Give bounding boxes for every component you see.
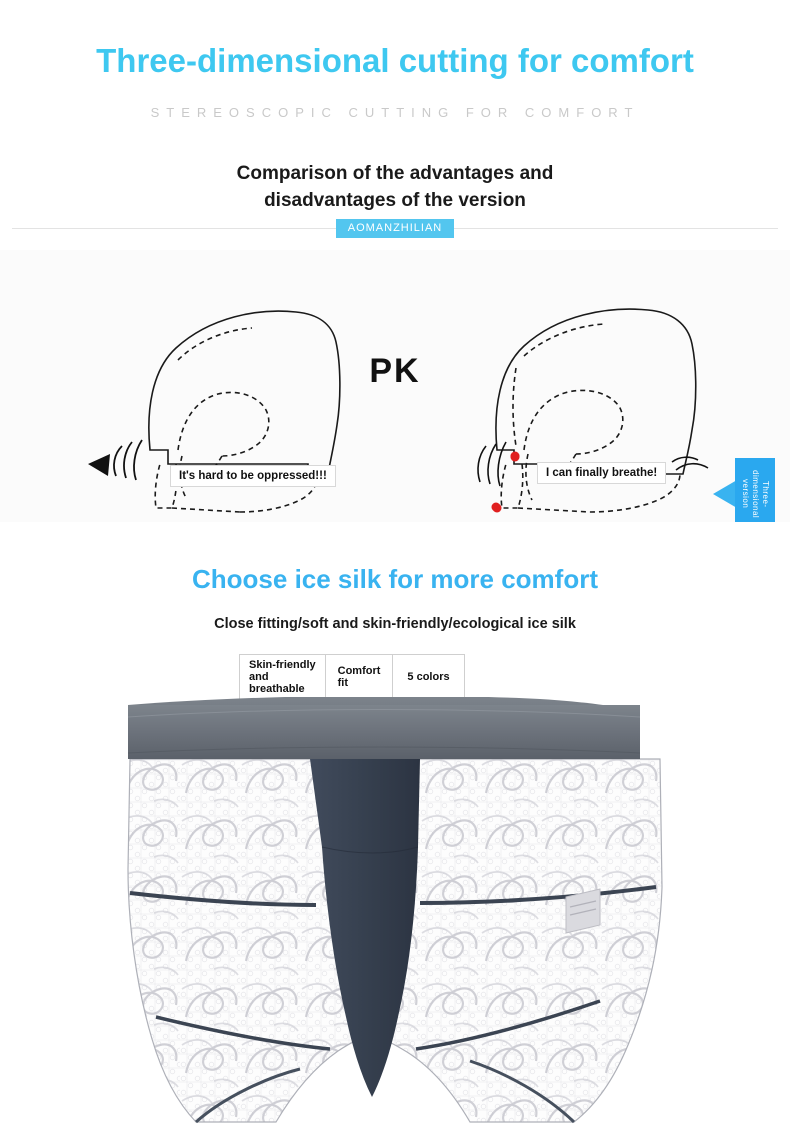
feature-tag-line: 5 colors: [407, 671, 450, 683]
feature-tag-line: Comfort: [337, 665, 381, 677]
hero-section: [0, 0, 790, 140]
comparison-title: [0, 160, 790, 214]
feature-tag-line: Skin-friendly: [249, 659, 316, 671]
feature-tag-line: fit: [337, 677, 349, 689]
feature-tag-list: [239, 654, 465, 700]
comparison-title-line-1: Comparison of the advantages and: [236, 163, 554, 184]
callout-right: I can finally breathe!: [537, 462, 666, 484]
callout-left: It's hard to be oppressed!!!: [170, 465, 336, 487]
feature-tag-colors: [392, 654, 464, 700]
ribbon-arrow-icon: [713, 480, 737, 508]
product-illustration: [0, 697, 790, 1136]
versus-label: PK: [369, 352, 421, 390]
pressure-marker-icon: [88, 454, 110, 476]
comparison-title-line-2: disadvantages of the version: [264, 190, 526, 211]
page-title: Three-dimensional cutting for comfort: [96, 42, 694, 79]
feature-tag-line: breathable: [249, 683, 305, 695]
ice-silk-subtitle: Close fitting/soft and skin-friendly/ecological ice silk: [214, 616, 576, 632]
brand-badge-wrap: [0, 218, 790, 238]
ice-silk-section: [0, 522, 790, 1136]
page-subtitle: STEREOSCOPIC CUTTING FOR COMFORT: [150, 105, 640, 120]
ribbon-label: Three-dimensional version: [735, 458, 775, 530]
product-photo: [0, 697, 790, 1136]
feature-tag-skin-friendly: [239, 654, 326, 700]
ice-silk-title: Choose ice silk for more comfort: [192, 564, 598, 594]
brand-badge: AOMANZHILIAN: [336, 219, 455, 238]
comparison-section: [0, 140, 790, 522]
feature-tag-comfort-fit: [325, 654, 394, 700]
feature-tag-line: and: [249, 671, 269, 683]
